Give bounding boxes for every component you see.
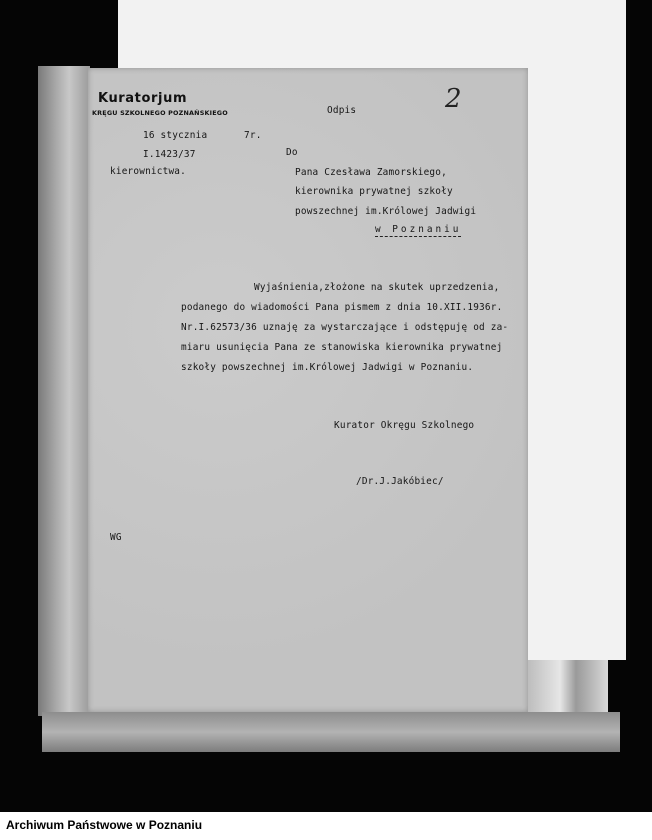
signature-title: Kurator Okręgu Szkolnego <box>334 420 475 431</box>
addressee-line-2: kierownika prywatnej szkoły <box>295 186 453 197</box>
addressee-line-3: powszechnej im.Królowej Jadwigi <box>295 206 477 217</box>
handwritten-page-number: 2 <box>445 84 462 114</box>
document-page <box>88 68 528 712</box>
body-line-1: Wyjaśnienia,złożone na skutek uprzedzenia, <box>254 282 500 293</box>
binder-strip <box>38 66 90 716</box>
binder-bottom-edge <box>42 712 620 752</box>
reference-number: I.1423/37 <box>143 149 196 160</box>
body-line-5: szkoły powszechnej im.Królowej Jadwigi w Poznaniu. <box>181 362 474 373</box>
background-sheet-edge <box>528 660 608 720</box>
signature-name: /Dr.J.Jakóbiec/ <box>356 476 444 487</box>
body-line-4: miaru usunięcia Pana ze stanowiska kierownika prywatnej <box>181 342 503 353</box>
body-line-3: Nr.I.62573/36 uznaję za wystarczające i odstępuję od za- <box>181 322 509 333</box>
addressee-prefix: Do <box>286 147 298 158</box>
header-title: Kuratorjum <box>98 91 188 106</box>
copy-mark: Odpis <box>327 105 357 116</box>
footer-bar <box>0 812 652 840</box>
letter-date: 16 stycznia <box>143 130 208 141</box>
addressee-line-1: Pana Czesława Zamorskiego, <box>295 167 447 178</box>
department: kierownictwa. <box>110 166 186 177</box>
body-line-2: podanego do wiadomości Pana pismem z dnia 10.XII.1936r. <box>181 302 503 313</box>
header-subtitle: KRĘGU SZKOLNEGO POZNAŃSKIEGO <box>92 109 228 117</box>
archive-name: Archiwum Państwowe w Poznaniu <box>6 818 203 832</box>
addressee-line-4: w Poznaniu <box>375 224 462 235</box>
letter-date-suffix: 7r. <box>244 130 262 141</box>
typist-initials: WG <box>110 532 122 543</box>
